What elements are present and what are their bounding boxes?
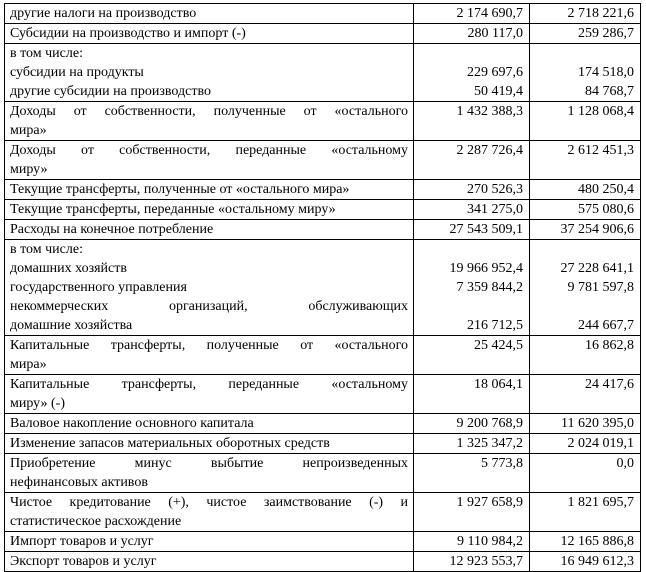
table-row [5,44,641,83]
value-cell: 174 518,0 [530,44,641,83]
table-row [5,82,641,102]
value-cell: 2 287 726,4 [414,141,530,180]
statistics-table [4,3,641,572]
row-label: другие субсидии на производство [5,82,414,102]
value-cell: 270 526,3 [414,180,530,200]
value-cell: 18 064,1 [414,375,530,414]
row-label: Текущие трансферты, полученные от «остального мира» [5,180,414,200]
value-cell: 12 923 553,7 [414,552,530,572]
value-cell: 2 718 221,6 [530,4,641,24]
value-cell: 9 781 597,8 [530,278,641,297]
row-label: Субсидии на производство и импорт (-) [5,24,414,44]
value-cell: 12 165 886,8 [530,532,641,552]
row-label: в том числе: домашних хозяйств [5,240,414,279]
value-cell: 16 862,8 [530,336,641,375]
row-label: Чистое кредитование (+), чистое заимствование (-) и статистическое расхождение [5,493,414,532]
value-cell: 11 620 395,0 [530,414,641,434]
value-cell: 84 768,7 [530,82,641,102]
value-cell: 1 432 388,3 [414,102,530,141]
table-row [5,375,641,414]
value-cell: 341 275,0 [414,200,530,220]
table-row [5,24,641,44]
value-cell: 5 773,8 [414,454,530,493]
table-row [5,102,641,141]
table-row [5,200,641,220]
row-label: в том числе: субсидии на продукты [5,44,414,83]
value-cell: 16 949 612,3 [530,552,641,572]
row-label: Валовое накопление основного капитала [5,414,414,434]
value-cell: 27 543 509,1 [414,220,530,240]
value-cell: 575 080,6 [530,200,641,220]
value-cell: 2 612 451,3 [530,141,641,180]
table-row [5,141,641,180]
table-row [5,4,641,24]
value-cell: 37 254 906,6 [530,220,641,240]
row-label: Изменение запасов материальных оборотных средств [5,434,414,454]
value-cell: 1 325 347,2 [414,434,530,454]
row-label: Доходы от собственности, переданные «остальному миру» [5,141,414,180]
table-row [5,180,641,200]
row-label: Доходы от собственности, полученные от «остального мира» [5,102,414,141]
value-cell: 2 024 019,1 [530,434,641,454]
row-label: некоммерческих организаций, обслуживающих домашние хозяйства [5,297,414,336]
row-label: Импорт товаров и услуг [5,532,414,552]
table-row [5,532,641,552]
value-cell: 216 712,5 [414,297,530,336]
table-row [5,454,641,493]
table-row [5,414,641,434]
table-row [5,297,641,336]
value-cell: 9 200 768,9 [414,414,530,434]
table-row [5,220,641,240]
row-label: государственного управления [5,278,414,297]
value-cell: 24 417,6 [530,375,641,414]
value-cell: 244 667,7 [530,297,641,336]
value-cell: 0,0 [530,454,641,493]
table-row [5,336,641,375]
table-row [5,434,641,454]
value-cell: 7 359 844,2 [414,278,530,297]
row-label: Капитальные трансферты, полученные от «остального мира» [5,336,414,375]
value-cell: 25 424,5 [414,336,530,375]
value-cell: 2 174 690,7 [414,4,530,24]
value-cell: 19 966 952,4 [414,240,530,279]
value-cell: 1 927 658,9 [414,493,530,532]
row-label: Экспорт товаров и услуг [5,552,414,572]
value-cell: 229 697,6 [414,44,530,83]
value-cell: 1 821 695,7 [530,493,641,532]
table-row [5,493,641,532]
table-row [5,278,641,297]
value-cell: 280 117,0 [414,24,530,44]
row-label: Текущие трансферты, переданные «остальному миру» [5,200,414,220]
row-label: другие налоги на производство [5,4,414,24]
row-label: Расходы на конечное потребление [5,220,414,240]
value-cell: 480 250,4 [530,180,641,200]
row-label: Приобретение минус выбытие непроизведенных нефинансовых активов [5,454,414,493]
value-cell: 9 110 984,2 [414,532,530,552]
value-cell: 259 286,7 [530,24,641,44]
value-cell: 27 228 641,1 [530,240,641,279]
value-cell: 1 128 068,4 [530,102,641,141]
value-cell: 50 419,4 [414,82,530,102]
row-label: Капитальные трансферты, переданные «остальному миру» (-) [5,375,414,414]
table-row [5,240,641,279]
